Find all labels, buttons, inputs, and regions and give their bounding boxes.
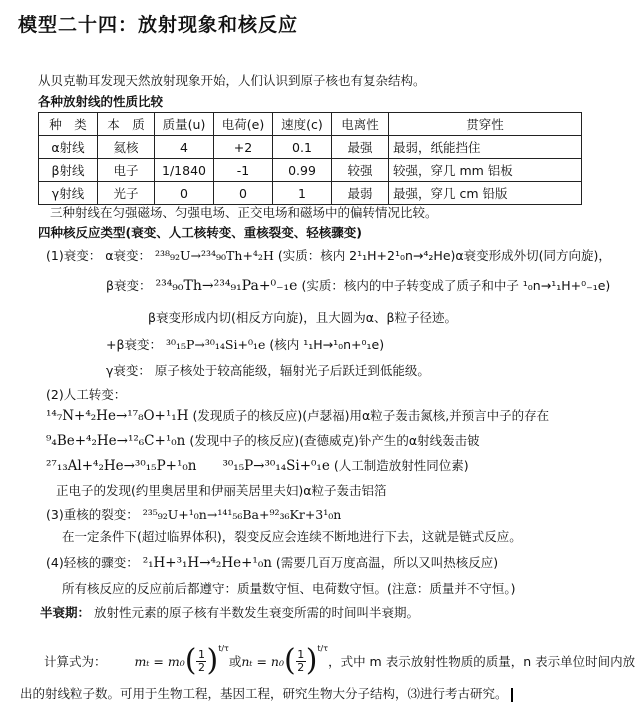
beta-decay-note: (实质：核内的中子转变成了质子和中子 ¹₀n→¹₁H+⁰₋₁e) bbox=[301, 278, 611, 293]
artificial-line-3 bbox=[46, 458, 469, 474]
table-cell: 4 bbox=[155, 136, 214, 159]
deflection-note: 三种射线在匀强磁场、匀强电场、正交电场和磁场中的偏转情况比较。 bbox=[50, 205, 438, 220]
positron-decay-note: (核内 ¹₁H→¹₀n+⁰₁e) bbox=[269, 337, 385, 352]
table-cell: 较强，穿几 mm 铝板 bbox=[389, 159, 582, 182]
half-life-label: 半衰期： bbox=[40, 605, 91, 620]
decay-line-positron bbox=[106, 337, 384, 352]
table-cell: γ射线 bbox=[39, 182, 98, 205]
positron-decay-label: +β衰变： bbox=[106, 337, 162, 352]
decay-label: (1)衰变： bbox=[46, 248, 102, 263]
fusion-line bbox=[46, 555, 498, 571]
reactions-heading: 四种核反应类型(衰变、人工核转变、重核裂变、轻核骤变) bbox=[38, 225, 362, 240]
table-cell: 较强 bbox=[332, 159, 389, 182]
alpha-decay-note: (实质：核内 2¹₁H+2¹₀n→⁴₂He)α衰变形成外切(同方向旋)， bbox=[277, 248, 611, 263]
header-ionization: 电离性 bbox=[332, 113, 389, 136]
table-cell: 0.1 bbox=[273, 136, 332, 159]
formula-note: ，式中 m 表示放射性物质的质量，n 表示单位时间内放 bbox=[328, 653, 635, 669]
fission-line bbox=[46, 507, 341, 522]
table-cell: 最弱 bbox=[332, 182, 389, 205]
table-cell: 0 bbox=[214, 182, 273, 205]
header-speed: 速度(c) bbox=[273, 113, 332, 136]
alpha-decay-label: α衰变： bbox=[105, 248, 151, 263]
half-life-line bbox=[40, 605, 419, 620]
alpha-decay-equation: ²³⁸₉₂U→²³⁴₉₀Th+⁴₂H bbox=[154, 248, 274, 263]
fusion-equation: ²₁H+³₁H→⁴₂He+¹₀n bbox=[142, 555, 272, 571]
fission-note: 在一定条件下(超过临界体积)，裂变反应会连续不断地进行下去，这就是链式反应。 bbox=[62, 529, 522, 544]
table-cell: 0 bbox=[155, 182, 214, 205]
fusion-label: (4)轻核的骤变： bbox=[46, 555, 139, 570]
header-nature: 本 质 bbox=[98, 113, 155, 136]
header-mass: 质量(u) bbox=[155, 113, 214, 136]
table-cell: 最强，穿几 cm 铅版 bbox=[389, 182, 582, 205]
beta-decay-note2: β衰变形成内切(相反方向旋)，且大圆为α、β粒子径迹。 bbox=[148, 310, 457, 325]
table-cell: 1/1840 bbox=[155, 159, 214, 182]
table-cell: 电子 bbox=[98, 159, 155, 182]
fusion-note: (需要几百万度高温，所以又叫热核反应) bbox=[275, 555, 499, 570]
table-row bbox=[39, 159, 582, 182]
gamma-decay-note: 原子核处于较高能级，辐射光子后跃迁到低能级。 bbox=[154, 363, 430, 378]
artificial-note-1: (发现质子的核反应)(卢瑟福)用α粒子轰击氮核,并预言中子的存在 bbox=[192, 408, 550, 423]
artificial-equation-3b: ³⁰₁₅P→³⁰₁₄Si+⁰₁e bbox=[222, 458, 330, 474]
header-charge: 电荷(e) bbox=[214, 113, 273, 136]
gamma-decay-label: γ衰变： bbox=[106, 363, 151, 378]
artificial-note-4: 正电子的发现(约里奥居里和伊丽芙居里夫妇)α粒子轰击铝箔 bbox=[56, 483, 387, 498]
decay-line-beta bbox=[106, 278, 610, 295]
formula-or: 或 bbox=[228, 653, 242, 669]
conservation-note: 所有核反应的反应前后都遵守：质量数守恒、电荷数守恒。(注意：质量并不守恒。) bbox=[62, 581, 516, 596]
formula-exponent-1: t/τ bbox=[218, 644, 229, 653]
table-row bbox=[39, 182, 582, 205]
table-cell: 氦核 bbox=[98, 136, 155, 159]
table-heading: 各种放射线的性质比较 bbox=[38, 94, 164, 109]
header-kind: 种 类 bbox=[39, 113, 98, 136]
decay-line-gamma bbox=[106, 363, 430, 378]
table-cell: 最弱，纸能挡住 bbox=[389, 136, 582, 159]
artificial-note-2: (发现中子的核反应)(查德威克)钋产生的α射线轰击铍 bbox=[189, 433, 480, 448]
table-cell: 最强 bbox=[332, 136, 389, 159]
artificial-equation-1: ¹⁴₇N+⁴₂He→¹⁷₈O+¹₁H bbox=[46, 408, 189, 424]
table-cell: +2 bbox=[214, 136, 273, 159]
positron-decay-equation: ³⁰₁₅P→³⁰₁₄Si+⁰₁e bbox=[165, 337, 266, 352]
decay-line-alpha bbox=[46, 248, 611, 263]
formula-mass: mₜ = m₀ bbox=[134, 653, 185, 669]
formula-fraction-1: 1 2 bbox=[197, 647, 205, 674]
beta-decay-equation: ²³⁴₉₀Th→²³⁴₉₁Pa+⁰₋₁e bbox=[155, 278, 298, 294]
radiation-properties-table bbox=[38, 112, 582, 205]
header-penetration: 贯穿性 bbox=[389, 113, 582, 136]
table-cell: α射线 bbox=[39, 136, 98, 159]
table-row bbox=[39, 136, 582, 159]
table-cell: β射线 bbox=[39, 159, 98, 182]
artificial-note-3: (人工制造放射性同位素) bbox=[333, 458, 469, 473]
artificial-label: (2)人工转变： bbox=[46, 387, 127, 402]
formula-fraction-2: 1 2 bbox=[297, 647, 305, 674]
intro-text: 从贝克勒耳发现天然放射现象开始，人们认识到原子核也有复杂结构。 bbox=[38, 73, 426, 88]
table-cell: 0.99 bbox=[273, 159, 332, 182]
closing-text: 出的射线粒子数。可用于生物工程，基因工程，研究生物大分子结构，⑶进行考古研究。 bbox=[20, 686, 508, 701]
beta-decay-label: β衰变： bbox=[106, 278, 152, 293]
formula-label: 计算式为： bbox=[44, 653, 107, 669]
table-cell: -1 bbox=[214, 159, 273, 182]
page-title: 模型二十四：放射现象和核反应 bbox=[18, 14, 299, 36]
artificial-line-2 bbox=[46, 433, 480, 449]
half-life-text: 放射性元素的原子核有半数发生衰变所需的时间叫半衰期。 bbox=[94, 605, 420, 620]
artificial-equation-3: ²⁷₁₃Al+⁴₂He→³⁰₁₅P+¹₀n bbox=[46, 458, 197, 474]
fission-equation: ²³⁵₉₂U+¹₀n→¹⁴¹₅₆Ba+⁹²₃₆Kr+3¹₀n bbox=[142, 507, 342, 522]
closing-line bbox=[20, 686, 513, 702]
table-header-row bbox=[39, 113, 582, 136]
table-cell: 1 bbox=[273, 182, 332, 205]
formula-number: nₜ = n₀ bbox=[241, 653, 284, 669]
artificial-line-1 bbox=[46, 408, 549, 424]
artificial-equation-2: ⁹₄Be+⁴₂He→¹²₆C+¹₀n bbox=[46, 433, 186, 449]
fission-label: (3)重核的裂变： bbox=[46, 507, 139, 522]
text-cursor bbox=[511, 688, 513, 702]
half-life-formula: 计算式为： mₜ = m₀ ( 1 2 ) t/τ 或 nₜ = n₀ ( 1 2 ) t/τ ，式中 m 表示放射性物质的质量，n 表示单位时间内放 bbox=[44, 643, 635, 678]
table-cell: 光子 bbox=[98, 182, 155, 205]
formula-exponent-2: t/τ bbox=[317, 644, 329, 653]
